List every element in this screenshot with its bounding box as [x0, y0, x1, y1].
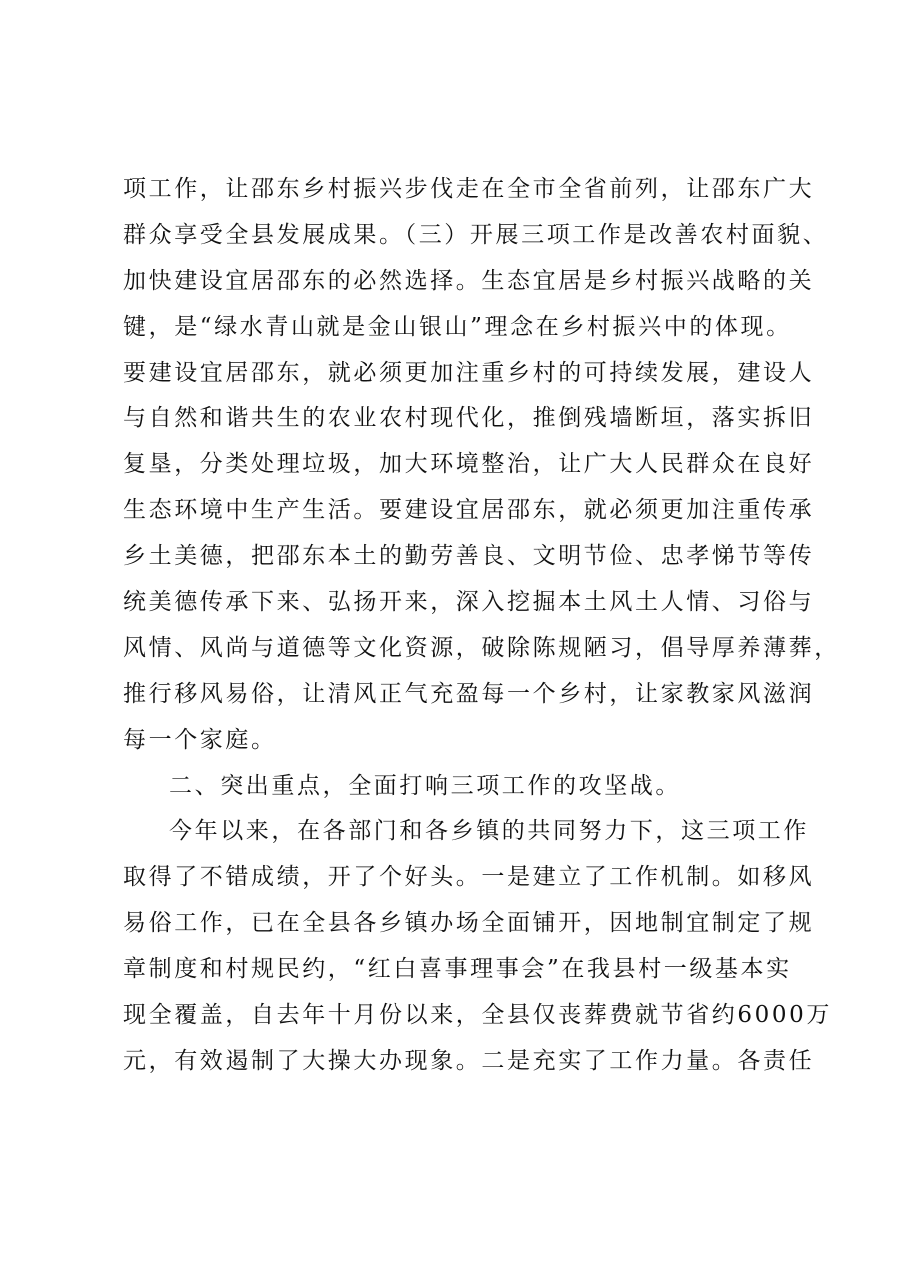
- text-line: 乡土美德，把邵东本土的勤劳善良、文明节俭、忠孝悌节等传: [123, 543, 815, 570]
- text-line: 章制度和村规民约，“红白喜事理事会”在我县村一级基本实: [123, 956, 792, 983]
- text-line: 现全覆盖，自去年十月份以来，全县仅丧葬费就节省约6000万: [123, 1002, 832, 1029]
- paragraph-start-line: 今年以来，在各部门和各乡镇的共同努力下，这三项工作: [169, 818, 809, 845]
- text-line: 易俗工作，已在全县各乡镇办场全面铺开，因地制宜制定了规: [123, 910, 815, 937]
- body-text: [123, 167, 840, 1085]
- text-line: 推行移风易俗，让清风正气充盈每一个乡村，让家教家风滋润: [123, 680, 815, 707]
- text-line: 统美德传承下来、弘扬开来，深入挖掘本土风土人情、习俗与: [123, 589, 815, 616]
- text-line: 风情、风尚与道德等文化资源，破除陈规陋习，倡导厚养薄葬，: [123, 634, 840, 661]
- text-line: 每一个家庭。: [123, 726, 277, 753]
- text-line: 键，是“绿水青山就是金山银山”理念在乡村振兴中的体现。: [123, 313, 792, 340]
- text-line: 元，有效遏制了大操大办现象。二是充实了工作力量。各责任: [123, 1047, 815, 1074]
- text-line: 加快建设宜居邵东的必然选择。生态宜居是乡村振兴战略的关: [123, 267, 815, 294]
- text-line: 生态环境中生产生活。要建设宜居邵东，就必须更加注重传承: [123, 497, 815, 524]
- text-line: 要建设宜居邵东，就必须更加注重乡村的可持续发展，建设人: [123, 359, 815, 386]
- text-line: 取得了不错成绩，开了个好头。一是建立了工作机制。如移风: [123, 864, 815, 891]
- text-line: 复垦，分类处理垃圾，加大环境整治，让广大人民群众在良好: [123, 451, 815, 478]
- text-line: 群众享受全县发展成果。（三）开展三项工作是改善农村面貌、: [123, 221, 829, 248]
- text-line: 与自然和谐共生的农业农村现代化，推倒残墙断垣，落实拆旧: [123, 405, 815, 432]
- section-heading: 二、突出重点，全面打响三项工作的攻坚战。: [169, 772, 681, 799]
- text-line: 项工作，让邵东乡村振兴步伐走在全市全省前列，让邵东广大: [123, 176, 815, 202]
